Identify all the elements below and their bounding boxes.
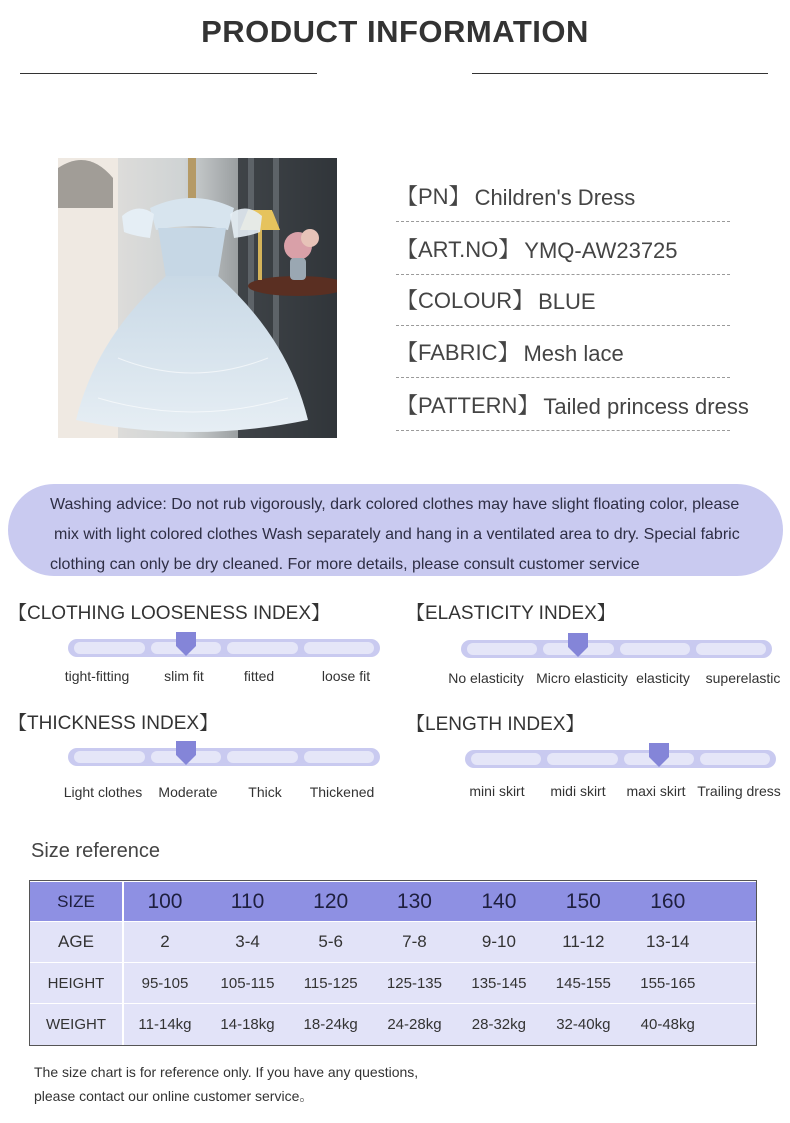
elasticity-track xyxy=(461,640,772,658)
track-segment xyxy=(700,753,770,765)
length-label: midi skirt xyxy=(550,783,606,799)
track-segment xyxy=(227,751,298,763)
dress-illustration xyxy=(58,158,337,438)
table-cell: 135-145 xyxy=(457,963,541,1004)
length-marker-icon xyxy=(649,743,669,767)
looseness-label: tight-fitting xyxy=(64,668,130,684)
size-table xyxy=(30,881,756,1045)
page-title: PRODUCT INFORMATION xyxy=(201,14,589,49)
track-segment xyxy=(471,753,541,765)
table-cell: 11-12 xyxy=(541,922,625,963)
table-cell: 11-14kg xyxy=(123,1004,206,1045)
table-pad-cell xyxy=(710,1004,756,1045)
table-cell: 5-6 xyxy=(289,922,372,963)
info-row-colour xyxy=(396,273,730,326)
size-reference-title: Size reference xyxy=(31,840,160,862)
info-row-pn xyxy=(396,169,730,222)
thickness-marker-icon xyxy=(176,741,196,765)
info-value: Children's Dress xyxy=(474,185,636,210)
row-header: AGE xyxy=(30,922,123,963)
info-key: 【COLOUR】 xyxy=(396,288,535,313)
table-cell: 145-155 xyxy=(541,963,625,1004)
thickness-track xyxy=(68,748,380,766)
table-cell: 3-4 xyxy=(206,922,289,963)
track-segment xyxy=(620,643,690,655)
age-row xyxy=(30,922,756,963)
track-segment xyxy=(304,642,375,654)
note-line: The size chart is for reference only. If you have any questions, xyxy=(34,1064,419,1080)
info-row-fabric xyxy=(396,325,730,378)
elasticity-label: superelastic xyxy=(705,670,781,686)
thickness-index-title: 【THICKNESS INDEX】 xyxy=(8,713,219,734)
looseness-track xyxy=(68,639,380,657)
info-key: 【PATTERN】 xyxy=(396,393,540,418)
length-label: mini skirt xyxy=(469,783,525,799)
height-row xyxy=(30,963,756,1004)
thickness-label: Light clothes xyxy=(63,784,143,800)
info-value: Mesh lace xyxy=(523,341,624,366)
table-cell: 24-28kg xyxy=(372,1004,456,1045)
row-header: SIZE xyxy=(30,882,123,922)
info-key: 【PN】 xyxy=(396,184,471,209)
info-key: 【FABRIC】 xyxy=(396,340,520,365)
track-segment xyxy=(467,643,537,655)
elasticity-label: No elasticity xyxy=(448,670,524,686)
table-cell: 2 xyxy=(123,922,206,963)
divider-right xyxy=(472,73,768,74)
looseness-index-title: 【CLOTHING LOOSENESS INDEX】 xyxy=(8,603,331,624)
product-photo xyxy=(58,158,337,438)
washing-line: clothing can only be dry cleaned. For more details, please consult customer service xyxy=(50,556,640,573)
length-label: Trailing dress xyxy=(697,783,781,799)
info-key: 【ART.NO】 xyxy=(396,237,521,262)
table-cell: 95-105 xyxy=(123,963,206,1004)
table-cell: 100 xyxy=(123,882,206,922)
track-segment xyxy=(227,642,298,654)
table-cell: 14-18kg xyxy=(206,1004,289,1045)
table-cell: 7-8 xyxy=(372,922,456,963)
elasticity-index-title: 【ELASTICITY INDEX】 xyxy=(406,603,616,624)
weight-row xyxy=(30,1004,756,1045)
table-cell: 18-24kg xyxy=(289,1004,372,1045)
size-note xyxy=(34,1060,418,1108)
track-segment xyxy=(696,643,766,655)
elasticity-marker-icon xyxy=(568,633,588,657)
table-cell: 105-115 xyxy=(206,963,289,1004)
elasticity-label: Micro elasticity xyxy=(536,670,628,686)
table-cell: 125-135 xyxy=(372,963,456,1004)
divider-left xyxy=(20,73,317,74)
looseness-label: slim fit xyxy=(164,668,204,684)
note-line: please contact our online customer service。 xyxy=(34,1088,314,1104)
table-cell: 32-40kg xyxy=(541,1004,625,1045)
table-cell: 9-10 xyxy=(457,922,541,963)
table-cell: 150 xyxy=(541,882,625,922)
track-segment xyxy=(547,753,617,765)
thickness-label: Thickened xyxy=(309,784,375,800)
thickness-label: Moderate xyxy=(158,784,218,800)
thickness-label: Thick xyxy=(248,784,282,800)
table-pad-cell xyxy=(710,963,756,1004)
length-index-title: 【LENGTH INDEX】 xyxy=(406,714,585,735)
table-cell: 155-165 xyxy=(626,963,710,1004)
info-value: Tailed princess dress xyxy=(543,394,749,419)
washing-line: Washing advice: Do not rub vigorously, dark colored clothes may have slight floating color, please xyxy=(50,496,740,513)
track-segment xyxy=(74,751,145,763)
info-value: YMQ-AW23725 xyxy=(524,238,678,263)
table-cell: 115-125 xyxy=(289,963,372,1004)
table-cell: 140 xyxy=(457,882,541,922)
length-track xyxy=(465,750,776,768)
table-cell: 120 xyxy=(289,882,372,922)
looseness-marker-icon xyxy=(176,632,196,656)
table-cell: 130 xyxy=(372,882,456,922)
looseness-label: loose fit xyxy=(321,668,371,684)
table-cell: 28-32kg xyxy=(457,1004,541,1045)
row-header: WEIGHT xyxy=(30,1004,123,1045)
info-row-artno xyxy=(396,222,730,275)
table-cell: 110 xyxy=(206,882,289,922)
info-value: BLUE xyxy=(538,289,596,314)
track-segment xyxy=(304,751,375,763)
length-label: maxi skirt xyxy=(626,783,686,799)
row-header: HEIGHT xyxy=(30,963,123,1004)
looseness-label: fitted xyxy=(243,668,275,684)
washing-line: mix with light colored clothes Wash separately and hang in a ventilated area to dry. Special fabric xyxy=(54,526,740,543)
track-segment xyxy=(74,642,145,654)
info-row-pattern xyxy=(396,378,749,431)
table-pad-cell xyxy=(710,882,756,922)
table-pad-cell xyxy=(710,922,756,963)
table-cell: 13-14 xyxy=(626,922,710,963)
table-cell: 160 xyxy=(626,882,710,922)
washing-advice xyxy=(8,484,783,576)
size-row xyxy=(30,882,756,922)
table-cell: 40-48kg xyxy=(626,1004,710,1045)
elasticity-label: elasticity xyxy=(636,670,690,686)
